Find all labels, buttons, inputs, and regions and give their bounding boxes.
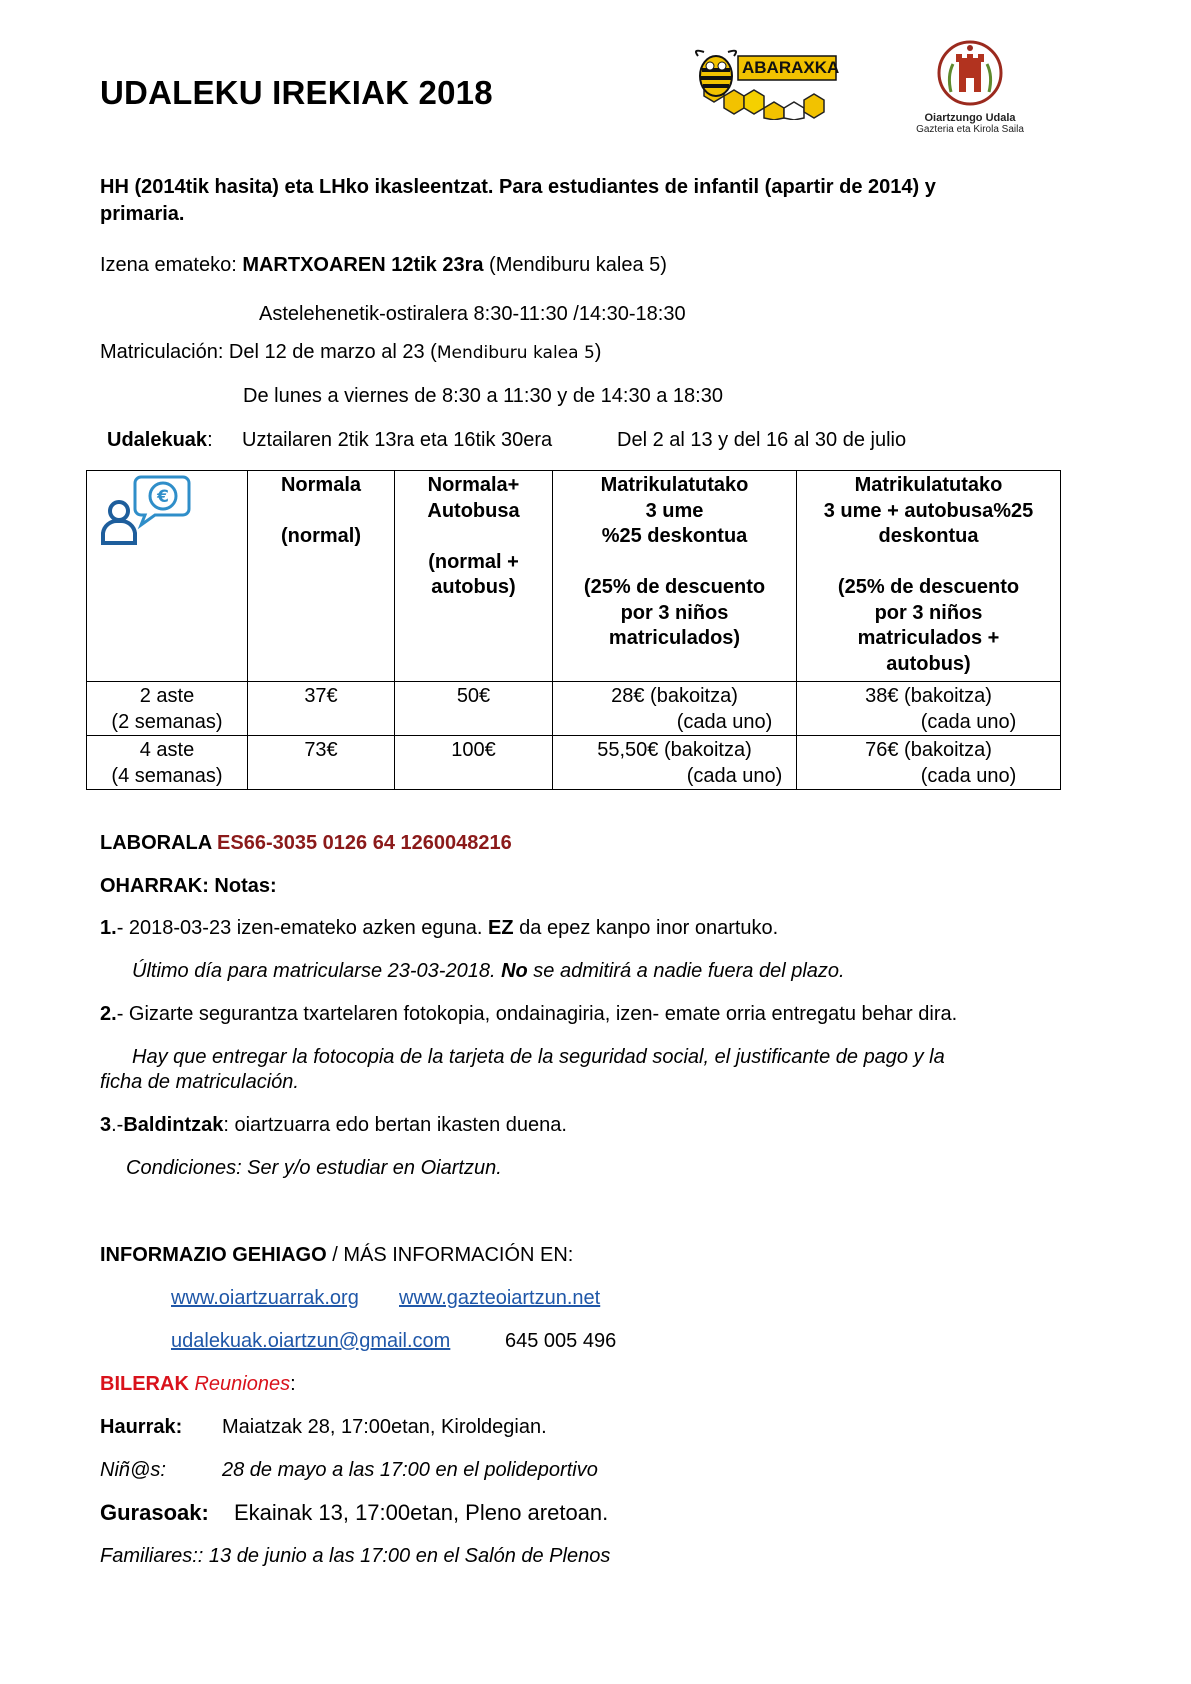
note-1-es-a: Último día para matricularse 23-03-2018. [132, 960, 502, 982]
camps-dates-eu: Uztailaren 2tik 13ra eta 16tik 30era [242, 429, 553, 451]
header-discount-bus-line: matriculados + [857, 627, 1000, 649]
camps-dates [107, 429, 213, 452]
intro-line-2: primaria. [100, 203, 185, 225]
price-discount-bus-eu: 38€ (bakoitza) [865, 685, 992, 707]
header-discount-line: matriculados) [608, 627, 741, 649]
row-duration-es: (2 semanas) [111, 710, 223, 733]
note-2-es-line-1: Hay que entregar la fotocopia de la tarjeta de la seguridad social, el justificante de pago y la [132, 1046, 945, 1068]
row-duration [87, 682, 248, 736]
parents-label: Gurasoak: [100, 1500, 209, 1525]
table-row [87, 736, 1061, 790]
note-3-text-a: .- [111, 1114, 124, 1136]
note-1-text-a: - 2018-03-23 izen-emateko azken eguna. [116, 917, 489, 939]
parents-meeting-es: Familiares:: 13 de junio a las 17:00 en el Salón de Plenos [100, 1545, 611, 1567]
registration-place-eu: (Mendiburu kalea 5) [483, 254, 667, 276]
price-discount-eu: 55,50€ (bakoitza) [597, 739, 752, 761]
meetings-label: BILERAK [100, 1373, 189, 1395]
header-normal-bus [395, 471, 553, 682]
abaraxka-logo-text: ABARAXKA [742, 58, 840, 77]
header-discount-bus [797, 471, 1061, 682]
note-1-es-b: No [501, 960, 528, 982]
camps-label: Udalekuak [107, 429, 208, 451]
header-discount-bus-line: (25% de descuento [837, 576, 1020, 598]
header-discount-bus-line: 3 ume + autobusa%25 [823, 499, 1034, 522]
note-3-text-b: Baldintzak [123, 1114, 224, 1136]
registration-label-eu: Izena emateko: [100, 254, 243, 276]
header-discount-line: (25% de descuento [583, 576, 766, 598]
row-duration-eu: 4 aste [139, 739, 195, 761]
row-duration-eu: 2 aste [139, 685, 195, 707]
header-discount-bus-line: deskontua [878, 525, 979, 547]
header-discount-bus-line: por 3 niños [874, 601, 983, 624]
kids-meeting-es: 28 de mayo a las 17:00 en el polideportivo [222, 1459, 598, 1481]
abaraxka-logo [690, 48, 840, 120]
header-discount-bus-line: autobus) [886, 652, 971, 675]
bank-name: LABORALA [100, 832, 218, 854]
header-discount [553, 471, 797, 682]
note-2-text: - Gizarte segurantza txartelaren fotokopia, ondainagiria, izen- emate orria entregatu behar dira. [116, 1003, 958, 1025]
link-gazteoiartzun[interactable]: www.gazteoiartzun.net [399, 1287, 601, 1309]
header-discount-line: 3 ume [645, 499, 704, 522]
fee-table [86, 470, 1061, 790]
meetings-label-es: Reuniones [188, 1373, 291, 1395]
note-1-es [132, 960, 845, 983]
note-1-eu [100, 917, 778, 940]
note-2-eu [100, 1003, 957, 1026]
price-discount-es: (cada uno) [686, 764, 783, 787]
registration-label-es: Matriculación: Del 12 de marzo al 23 ( [100, 341, 437, 363]
parents-meeting-eu: Ekainak 13, 17:00etan, Pleno aretoan. [234, 1500, 609, 1525]
price-discount-bus-es: (cada uno) [920, 710, 1017, 733]
price-discount-bus [797, 736, 1061, 790]
note-2-number: 2. [100, 1003, 117, 1025]
meetings-colon: : [290, 1373, 296, 1395]
town-name: Oiartzungo Udala [924, 112, 1016, 124]
kids-label-es: Niñ@s: [100, 1459, 166, 1481]
fee-table-header-row [87, 471, 1061, 682]
header-discount-bus-line: Matrikulatutako [854, 474, 1003, 496]
more-info-label-es: / MÁS INFORMACIÓN EN: [326, 1244, 574, 1266]
notes-heading: OHARRAK: Notas: [100, 875, 277, 897]
bank-iban: ES66-3035 0126 64 1260048216 [217, 832, 512, 854]
header-bus-line: Autobusa [427, 499, 520, 522]
price-discount-bus-es: (cada uno) [920, 764, 1017, 787]
header-discount-line: por 3 niños [620, 601, 729, 624]
page-title: UDALEKU IREKIAK 2018 [100, 74, 493, 111]
note-2-es-line-2: ficha de matriculación. [100, 1071, 299, 1093]
price-bus: 50€ [395, 682, 553, 736]
note-3-eu [100, 1114, 567, 1137]
email-link[interactable]: udalekuak.oiartzun@gmail.com [171, 1330, 451, 1352]
registration-hours-eu: Astelehenetik-ostiralera 8:30-11:30 /14:30-18:30 [259, 303, 686, 325]
price-discount-bus [797, 682, 1061, 736]
header-normal-line [252, 499, 390, 525]
header-bus-line: Normala+ [427, 474, 520, 496]
note-3-number: 3 [100, 1114, 112, 1136]
registration-dates-eu: MARTXOAREN 12tik 23ra [242, 254, 484, 276]
price-discount [553, 736, 797, 790]
user-euro-icon [91, 473, 243, 545]
bank-account [100, 832, 512, 855]
note-1-es-c: se admitirá a nadie fuera del plazo. [527, 960, 845, 982]
table-row [87, 682, 1061, 736]
header-normal-line: (normal) [281, 525, 361, 547]
note-3-text-c: : oiartzuarra edo bertan ikasten duena. [223, 1114, 567, 1136]
camps-colon: : [207, 429, 213, 451]
kids-label: Haurrak: [100, 1416, 183, 1438]
kids-meeting-eu: Maiatzak 28, 17:00etan, Kiroldegian. [222, 1416, 547, 1438]
row-duration [87, 736, 248, 790]
more-info-heading [100, 1244, 573, 1267]
header-bus-line: (normal + [428, 550, 519, 573]
svg-text:€: € [157, 487, 169, 507]
note-1-number: 1. [100, 917, 117, 939]
price-normal: 73€ [248, 736, 395, 790]
registration-hours-es: De lunes a viernes de 8:30 a 11:30 y de 14:30 a 18:30 [243, 385, 723, 407]
note-3-es: Condiciones: Ser y/o estudiar en Oiartzun. [126, 1157, 502, 1179]
phone-number: 645 005 496 [505, 1330, 617, 1352]
note-1-text-b: EZ [488, 917, 514, 939]
header-discount-line [557, 550, 792, 576]
header-bus-line: autobus) [431, 576, 516, 598]
price-normal: 37€ [248, 682, 395, 736]
header-discount-bus-line [801, 550, 1056, 576]
registration-eu [100, 254, 667, 277]
price-discount [553, 682, 797, 736]
link-oiartzuarrak[interactable]: www.oiartzuarrak.org [171, 1287, 359, 1309]
registration-place-es: Mendiburu kalea 5 [436, 343, 595, 363]
header-normal-line: Normala [280, 474, 362, 496]
intro-line-1: HH (2014tik hasita) eta LHko ikasleentzat. Para estudiantes de infantil (apartir de 2014) y [100, 176, 936, 198]
meetings-heading [100, 1373, 296, 1396]
registration-close-paren: ) [594, 341, 602, 363]
price-discount-bus-eu: 76€ (bakoitza) [865, 739, 992, 761]
oiartzun-logo [900, 40, 1040, 140]
header-normal [248, 471, 395, 682]
header-bus-line [399, 524, 548, 550]
camps-dates-es: Del 2 al 13 y del 16 al 30 de julio [617, 429, 907, 451]
note-1-text-c: da epez kanpo inor onartuko. [513, 917, 779, 939]
department-name: Gazteria eta Kirola Saila [916, 124, 1024, 135]
more-info-label-eu: INFORMAZIO GEHIAGO [100, 1244, 327, 1266]
header-discount-line: %25 deskontua [601, 525, 748, 547]
registration-es [100, 341, 601, 364]
row-duration-es: (4 semanas) [111, 764, 223, 787]
price-bus: 100€ [395, 736, 553, 790]
price-discount-eu: 28€ (bakoitza) [611, 685, 738, 707]
payment-icon-cell [87, 471, 248, 682]
header-discount-line: Matrikulatutako [600, 474, 749, 496]
price-discount-es: (cada uno) [676, 710, 773, 733]
